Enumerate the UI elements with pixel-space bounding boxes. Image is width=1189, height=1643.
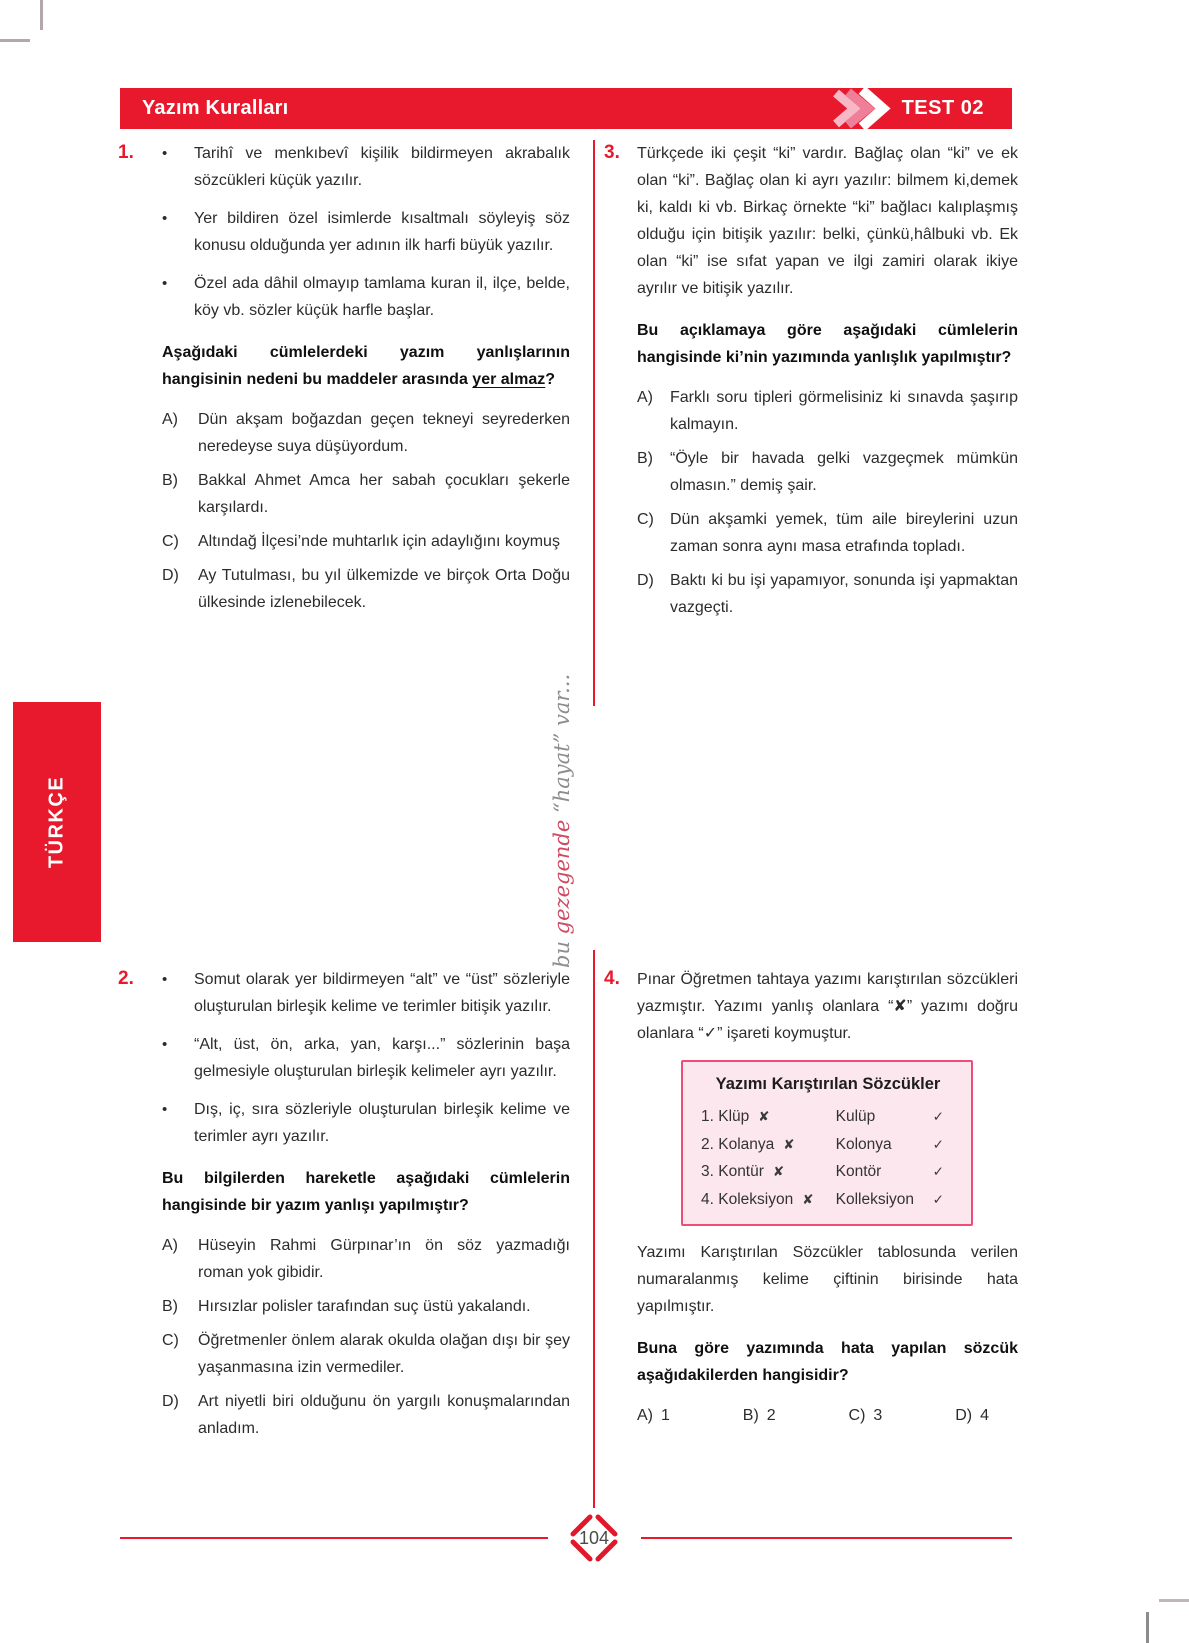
column-divider-top bbox=[593, 140, 595, 706]
crop-mark-bottom-right-horizontal bbox=[1159, 1599, 1189, 1602]
wrong-word: 1. Klüp bbox=[701, 1108, 750, 1125]
sidebar-subject-label: TÜRKÇE bbox=[45, 775, 68, 869]
sidebar-subject-band bbox=[13, 702, 101, 942]
page-title: Yazım Kuralları bbox=[142, 97, 289, 119]
bullet-icon: • bbox=[162, 971, 168, 988]
question-number: 3. bbox=[604, 142, 620, 163]
option-letter: B) bbox=[162, 472, 178, 489]
slogan-script-text bbox=[550, 673, 586, 968]
correct-word: Kolleksiyon bbox=[835, 1190, 915, 1208]
table-row bbox=[701, 1186, 955, 1214]
mixed-words-table bbox=[681, 1060, 973, 1226]
option-row bbox=[162, 562, 570, 616]
question-4 bbox=[604, 966, 1018, 1429]
option-row bbox=[162, 1388, 570, 1442]
wrong-word: 4. Koleksiyon bbox=[701, 1190, 794, 1208]
question-stem: Bu açıklamaya göre aşağıdaki cümlelerin hangisinde ki’nin yazımında yanlışlık yapılmıştır? bbox=[637, 322, 1018, 366]
bullet-icon: • bbox=[162, 275, 168, 292]
bullet-icon: • bbox=[162, 210, 168, 227]
x-mark-icon: ✘ bbox=[802, 1191, 814, 1207]
x-mark-icon: ✘ bbox=[783, 1136, 795, 1152]
footer-rule-right bbox=[641, 1537, 1012, 1539]
option-letter: A) bbox=[162, 1237, 178, 1254]
slogan-prefix: bu bbox=[550, 934, 574, 968]
question-number: 1. bbox=[118, 142, 134, 163]
table-row bbox=[701, 1103, 955, 1131]
wrong-word: 3. Kontür bbox=[701, 1163, 764, 1180]
header-bar bbox=[120, 88, 1012, 129]
option-letter: A) bbox=[162, 411, 178, 428]
option-text: 4 bbox=[980, 1407, 989, 1424]
question-intro: Pınar Öğretmen tahtaya yazımı karıştırılan sözcükleri yazmıştır. Yazımı yanlış olanlara “✘” yazımı doğru olanlara “✓” işareti koymuştur. bbox=[637, 971, 1018, 1042]
option-letter: C) bbox=[162, 1332, 179, 1349]
option-letter: D) bbox=[955, 1407, 973, 1424]
question-stem: Bu bilgilerden hareketle aşağıdaki cümlelerin hangisinde bir yazım yanlışı yapılmıştır? bbox=[162, 1170, 570, 1214]
option-row bbox=[162, 1232, 570, 1286]
option-letter: A) bbox=[637, 389, 653, 406]
option-text: Dün akşam boğazdan geçen tekneyi seyrederken neredeyse suya düşüyordum. bbox=[198, 411, 570, 455]
crop-mark-bottom-right-vertical bbox=[1146, 1612, 1149, 1643]
check-mark-icon: ✓ bbox=[932, 1164, 944, 1179]
option-row bbox=[637, 445, 1018, 499]
bullet-text: Dış, iç, sıra sözleriyle oluşturulan birleşik kelime ve terimler ayrı yazılır. bbox=[194, 1101, 570, 1145]
test-number-label: TEST 02 bbox=[901, 97, 984, 119]
option-text: Art niyetli biri olduğunu ön yargılı konuşmalarından anladım. bbox=[198, 1393, 570, 1437]
option-row bbox=[162, 1293, 570, 1320]
question-2 bbox=[118, 966, 570, 1449]
bullet-text: Tarihî ve menkıbevî kişilik bildirmeyen akrabalık sözcükleri küçük yazılır. bbox=[194, 145, 570, 189]
correct-word: Kontör bbox=[835, 1163, 882, 1180]
option-letter: C) bbox=[637, 511, 654, 528]
option-letter: B) bbox=[162, 1298, 178, 1315]
option-text: Baktı ki bu işi yapamıyor, sonunda işi yapmaktan vazgeçti. bbox=[670, 572, 1018, 616]
question-3 bbox=[604, 140, 1018, 628]
slogan-suffix: “hayat” var... bbox=[550, 673, 574, 820]
check-mark-icon: ✓ bbox=[932, 1191, 944, 1207]
rule-bullet bbox=[162, 1031, 570, 1085]
column-divider-bottom bbox=[593, 950, 595, 1508]
x-mark-icon: ✘ bbox=[758, 1109, 770, 1124]
question-stem bbox=[162, 339, 570, 393]
option-letter: D) bbox=[162, 1393, 179, 1410]
option-text: 2 bbox=[766, 1407, 776, 1424]
option-text: Ay Tutulması, bu yıl ülkemizde ve birçok Orta Doğu ülkesinde izlenebilecek. bbox=[198, 567, 570, 611]
crop-mark-top-left-vertical bbox=[40, 0, 43, 30]
question-number: 2. bbox=[118, 968, 134, 989]
rule-bullet bbox=[162, 966, 570, 1020]
stem-text: Aşağıdaki cümlelerdeki yazım yanlışlarının hangisinin nedeni bu maddeler arasında bbox=[162, 344, 570, 388]
option-text: Farklı soru tipleri görmelisiniz ki sınavda şaşırıp kalmayın. bbox=[670, 389, 1018, 433]
stem-underlined-text: yer almaz bbox=[472, 371, 546, 388]
question-intro: Türkçede iki çeşit “ki” vardır. Bağlaç olan “ki” ve ek olan “ki”. Bağlaç olan ki ayrı yazılır: bilmem ki,demek ki, kaldı ki vb. Birkaç örnekte “ki” bağlacı kalıplaşmış olduğu için bitişik yazılır: belki, çünkü,hâlbuki vb. Ek olan “ki” ise sıfat yapan ve ilgi zamiri olarak ikiye ayrılır ve bitişik yazılır. bbox=[637, 145, 1018, 297]
option-row bbox=[162, 528, 570, 555]
header-right-group bbox=[826, 88, 1012, 129]
bullet-text: Özel ada dâhil olmayıp tamlama kuran il, ilçe, belde, köy vb. sözler küçük harfle başlar. bbox=[194, 275, 570, 319]
double-chevron-icon bbox=[826, 88, 894, 129]
option-row bbox=[162, 1327, 570, 1381]
stem-text: ? bbox=[545, 371, 556, 388]
horizontal-options-row bbox=[637, 1402, 989, 1429]
bullet-icon: • bbox=[162, 1036, 168, 1053]
option-text: Hüseyin Rahmi Gürpınar’ın ön söz yazmadığı roman yok gibidir. bbox=[198, 1237, 570, 1281]
correct-word: Kulüp bbox=[835, 1108, 876, 1125]
option-letter: A) bbox=[637, 1407, 653, 1424]
option-text: Bakkal Ahmet Amca her sabah çocukları şekerle karşılardı. bbox=[198, 472, 570, 516]
option-text: Öğretmenler önlem alarak okulda olağan dışı bir şey yaşanmasına izin vermediler. bbox=[198, 1332, 570, 1376]
option-row bbox=[743, 1402, 776, 1429]
option-row bbox=[637, 506, 1018, 560]
option-row bbox=[849, 1402, 883, 1429]
rule-bullet bbox=[162, 1096, 570, 1150]
table-title: Yazımı Karıştırılan Sözcükler bbox=[715, 1075, 941, 1093]
option-text: 3 bbox=[873, 1407, 883, 1424]
bullet-text: Yer bildiren özel isimlerde kısaltmalı söyleyiş söz konusu olduğunda yer adının ilk harfi büyük yazılır. bbox=[194, 210, 570, 254]
bullet-text: “Alt, üst, ön, arka, yan, karşı...” sözlerinin başa gelmesiyle oluşturulan birleşik kelimeler ayrı yazılır. bbox=[194, 1036, 570, 1080]
check-mark-icon: ✓ bbox=[932, 1109, 944, 1124]
option-row bbox=[955, 1402, 989, 1429]
bullet-text: Somut olarak yer bildirmeyen “alt” ve “üst” sözleriyle oluşturulan birleşik kelime ve terimler bitişik yazılır. bbox=[194, 971, 570, 1015]
page-number-diamond bbox=[566, 1510, 622, 1566]
option-letter: B) bbox=[637, 450, 653, 467]
bullet-icon: • bbox=[162, 145, 168, 162]
rule-bullet bbox=[162, 270, 570, 324]
x-mark-icon: ✘ bbox=[772, 1164, 785, 1179]
crop-mark-top-left-horizontal bbox=[0, 39, 30, 42]
table-note: Yazımı Karıştırılan Sözcükler tablosunda verilen numaralanmış kelime çiftinin birisinde hata yapılmıştır. bbox=[637, 1244, 1018, 1315]
option-letter: D) bbox=[637, 572, 654, 589]
rule-bullet bbox=[162, 205, 570, 259]
option-letter: B) bbox=[742, 1407, 759, 1424]
table-row bbox=[701, 1158, 955, 1186]
option-text: Dün akşamki yemek, tüm aile bireylerini uzun zaman sonra aynı masa etrafında topladı. bbox=[670, 511, 1018, 555]
correct-word: Kolonya bbox=[835, 1135, 892, 1153]
question-stem: Buna göre yazımında hata yapılan sözcük aşağıdakilerden hangisidir? bbox=[637, 1340, 1018, 1384]
option-row bbox=[162, 467, 570, 521]
option-text: Hırsızlar polisler tarafından suç üstü yakalandı. bbox=[198, 1298, 531, 1315]
bullet-icon: • bbox=[162, 1101, 168, 1118]
option-text: 1 bbox=[661, 1407, 670, 1424]
option-text: Altındağ İlçesi’nde muhtarlık için adaylığını koymuş bbox=[198, 533, 560, 550]
footer-rule-left bbox=[120, 1537, 548, 1539]
slogan-highlight: gezegende bbox=[550, 819, 574, 935]
option-letter: C) bbox=[848, 1407, 866, 1424]
rule-bullet bbox=[162, 140, 570, 194]
option-letter: C) bbox=[162, 533, 179, 550]
option-row bbox=[637, 384, 1018, 438]
option-letter: D) bbox=[162, 567, 179, 584]
option-text: “Öyle bir havada gelki vazgeçmek mümkün olmasın.” demiş şair. bbox=[670, 450, 1018, 494]
option-row bbox=[637, 1402, 670, 1429]
option-row bbox=[637, 567, 1018, 621]
check-mark-icon: ✓ bbox=[932, 1136, 944, 1152]
table-row bbox=[701, 1131, 955, 1159]
question-1 bbox=[118, 140, 570, 623]
question-number: 4. bbox=[604, 968, 620, 989]
wrong-word: 2. Kolanya bbox=[701, 1135, 775, 1153]
page-number: 104 bbox=[578, 1527, 610, 1548]
option-row bbox=[162, 406, 570, 460]
